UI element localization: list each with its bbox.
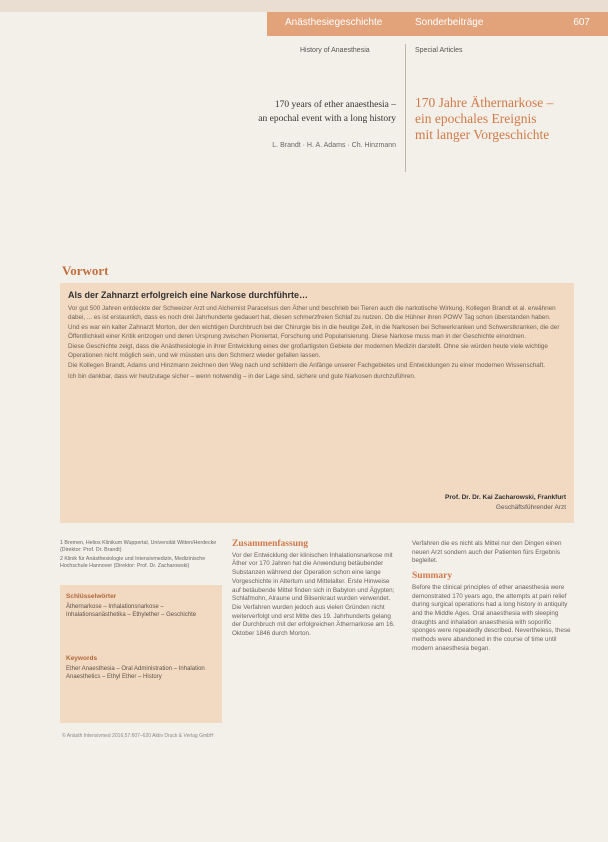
affiliation-notes	[60, 540, 220, 572]
category-label: Sonderbeiträge	[415, 17, 484, 28]
affiliation-note: 2 Klinik für Anästhesiologie und Intensivmedizin, Medizinische Hochschule Hannover (Direktor: Prof. Dr. Zacharowski)	[60, 556, 206, 569]
german-title	[415, 95, 595, 143]
author-list: L. Brandt · H. A. Adams · Ch. Hinzmann	[272, 142, 396, 149]
keywords-en-text: Ether Anaesthesia – Oral Administration – Inhalation Anaesthetics – Ethyl Ether – History	[66, 666, 205, 680]
english-title-line: an epochal event with a long history	[258, 114, 396, 124]
foreword-paragraph: Und es war ein kalter Zahnarzt Morton, der den wichtigen Durchbruch bei der Chirurgie bis in die heutige Zeit, in die Narkosen bei Schwerkranken und Schwerstkranken, die der Öffentlichkeit einer Kritik entzogen und deren Ursprung zwischen Pioniertat, Forschung und Popularisierung. Diese Narkose muss man in der Geschichte einordnen.	[68, 324, 560, 340]
keywords-en-heading: Keywords	[66, 655, 98, 662]
subheader-right: Special Articles	[415, 47, 463, 54]
subheader-left: History of Anaesthesia	[300, 47, 370, 54]
foreword-paragraph: Diese Geschichte zeigt, dass die Anästhesiologie in ihrer Entwicklung eines der großartigsten Gebiete der modernen Medizin darstellt. Ohne sie würden heute viele wichtige Operationen nicht möglich sein, und wir müssten uns den Schmerz wieder gefallen lassen.	[68, 343, 548, 359]
keywords-de-text: Äthernarkose – Inhalationsnarkose – Inhalationsanästhetika – Ethylether – Geschichte	[66, 604, 197, 618]
foreword-text	[68, 305, 568, 383]
zusammenfassung-heading: Zusammenfassung	[232, 539, 309, 549]
summary-column	[412, 540, 574, 657]
signature-name: Prof. Dr. Dr. Kai Zacharowski, Frankfurt	[444, 494, 566, 501]
keywords-de-heading: Schlüsselwörter	[66, 593, 117, 600]
header-left-strip	[0, 12, 267, 36]
column-divider	[405, 44, 406, 172]
signature-role: Geschäftsführender Arzt	[495, 504, 566, 511]
german-title-line: ein epochales Ereignis	[415, 111, 537, 126]
foreword-paragraph: Ich bin dankbar, dass wir heutzutage sicher – wenn notwendig – in der Lage sind, sichere und gute Narkosen durchzuführen.	[68, 372, 416, 380]
german-title-line: mit langer Vorgeschichte	[415, 127, 550, 142]
foreword-box-heading: Als der Zahnarzt erfolgreich eine Narkose durchführte…	[68, 290, 309, 300]
foreword-paragraph: Vor gut 500 Jahren entdeckte der Schweizer Arzt und Alchemist Paracelsus den Äther und beschrieb bei Tieren auch die narkotische Wirkung. Kollegen Brandt et al. erwähnen dabei, ... es ist erstaunlich, dass es noch drei Jahrhunderte gedauert hat, diesen schmerzfreien Schlaf zu nutzen. Ob die Hühner ihren POWV Tag schon überstanden haben.	[68, 305, 556, 321]
english-title-line: 170 years of ether anaesthesia –	[274, 100, 396, 110]
section-label: Anästhesiegeschichte	[285, 17, 383, 28]
zusammenfassung-column	[232, 540, 396, 643]
foreword-heading: Vorwort	[62, 263, 109, 278]
keywords-box	[60, 585, 222, 723]
english-title	[196, 98, 396, 126]
foreword-paragraph: Die Kollegen Brandt, Adams und Hinzmann zeichnen den Weg nach und schildern die Anfänge unserer Fachgebietes und Entwicklungen zu einer modernen Wissenschaft.	[68, 362, 545, 369]
affiliation-note: 1 Bremen, Helios Klinikum Wuppertal, Universität Witten/Herdecke (Direktor: Prof. Dr. Brandt)	[60, 540, 217, 553]
summary-heading: Summary	[412, 571, 453, 582]
page-footer: © Anästh Intensivmed 2016;57:607–620 Aktiv Druck & Verlag GmbH	[62, 733, 214, 739]
german-title-line: 170 Jahre Äthernarkose –	[415, 95, 554, 110]
summary-text: Before the clinical principles of ether anaesthesia were demonstrated 170 years ago, the attempts at pain relief during surgical operations had a long history in antiquity and the Middle Ages. Oral anaesthesia with sleeping draughts and inhalation anaesthesia with soporific sponges were repeatedly described. Nevertheless, these methods were abandoned in the course of time until modern anaesthesia began.	[412, 583, 571, 652]
continued-text: Verfahren die es nicht als Mittel nur den Dingen einen neuen Arzt sondern auch der Patienten fürs Ergebnis begleitet.	[412, 540, 562, 565]
zusammenfassung-text: Vor der Entwicklung der klinischen Inhalationsnarkose mit Äther vor 170 Jahren hat die Anwendung betäubender Substanzen während der Operation schon eine lange Vorgeschichte in Altertum und Mittelalter. Erste Hinweise auf betäubende Mittel finden sich in Babylon und Ägypten; Schlafmohn, Alraune und Bilsenkraut wurden verwendet. Die Verfahren wurden jedoch aus vielen Gründen nicht weiterverfolgt und erst Mitte des 19. Jahrhunderts gelang der Durchbruch mit der erfolgreichen Äthernarkose am 16. Oktober 1846 durch Morton.	[232, 551, 395, 638]
page-number: 607	[573, 17, 590, 28]
foreword-box	[60, 283, 574, 523]
